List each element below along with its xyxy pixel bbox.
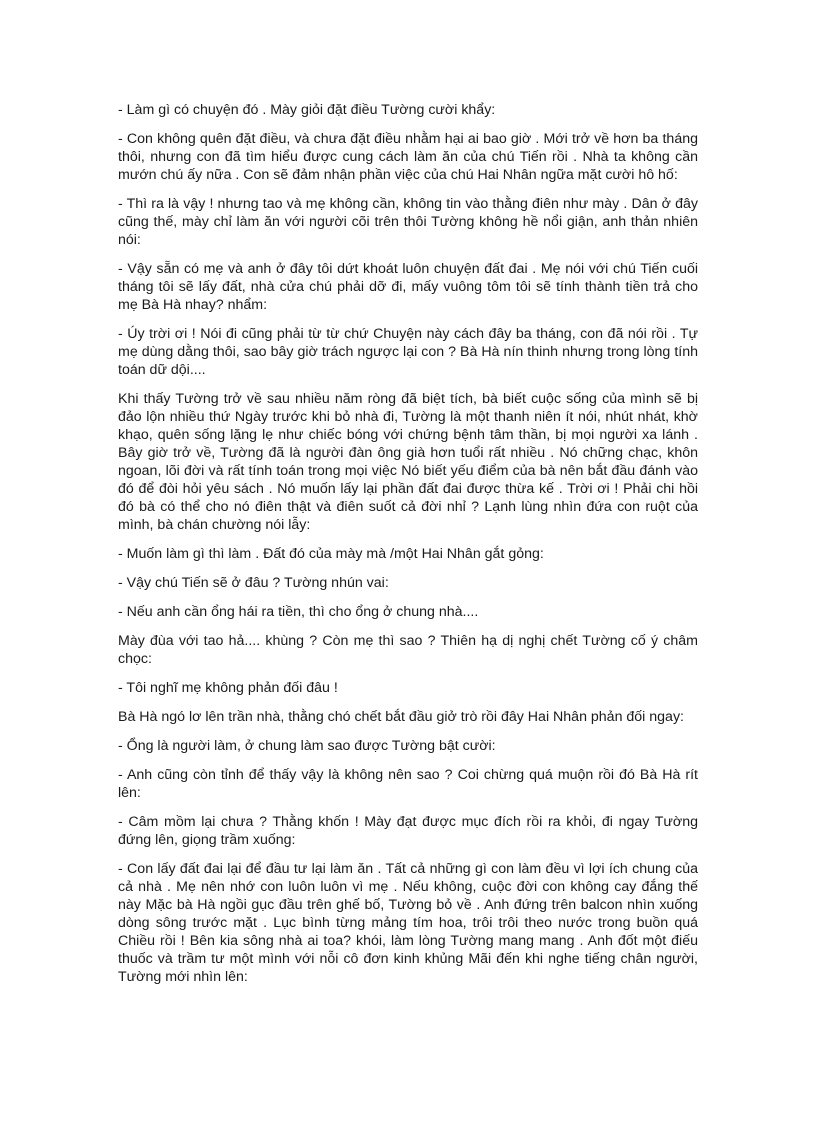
paragraph: Bà Hà ngó lơ lên trần nhà, thằng chó chết bắt đầu giở trò rồi đây Hai Nhân phản đối ngay: [118,709,684,725]
paragraph: - Ổng là người làm, ở chung làm sao được Tường bật cười: [118,738,496,754]
paragraph: - Vậy chú Tiến sẽ ở đâu ? Tường nhún vai: [118,575,389,591]
paragraph: - Con lấy đất đai lại để đầu tư lại làm ăn . Tất cả những gì con làm đều vì lợi ích chung của cả nhà . Mẹ nên nhớ con luôn luôn vì mẹ . Nếu không, cuộc đời con không cay đắng thế này Mặc bà Hà ngồi gục đầu trên ghế bố, Tường bỏ về . Anh đứng trên balcon nhìn xuống dòng sông trước mặt . Lục bình từng mảng tím hoa, trôi trôi theo nước trong buồn quá Chiều rồi ! Bên kia sông nhà ai toa? khói, làm lòng Tường mang mang . Anh đốt một điếu thuốc và trầm tư một mình với nỗi cô đơn kinh khủng Mãi đến khi nghe tiếng chân người, Tường mới nhìn lên: [118,861,698,985]
paragraph: - Con không quên đặt điều, và chưa đặt điều nhằm hại ai bao giờ . Mới trở về hơn ba tháng thôi, nhưng con đã tìm hiểu được cung cách làm ăn của chú Tiến rồi . Nhà ta không cần mướn chú ấy nữa . Con sẽ đảm nhận phần việc của chú Hai Nhân ngữa mặt cười hô hố: [118,131,698,183]
paragraph: - Úy trời ơi ! Nói đi cũng phải từ từ chứ Chuyện này cách đây ba tháng, con đã nói rồi . Tự mẹ dùng dằng thôi, sao bây giờ trách ngược lại con ? Bà Hà nín thinh nhưng trong lòng tính toán dữ dội.... [118,326,698,378]
paragraph: - Vậy sẵn có mẹ và anh ở đây tôi dứt khoát luôn chuyện đất đai . Mẹ nói với chú Tiến cuối tháng tôi sẽ lấy đất, nhà cửa chú phải dỡ đi, mấy vuông tôm tôi sẽ tính thành tiền trả cho mẹ Bà Hà nhay? nhẩm: [118,261,698,313]
paragraph: Mày đùa với tao hả.... khùng ? Còn mẹ thì sao ? Thiên hạ dị nghị chết Tường cố ý châm chọc: [118,633,698,667]
paragraph: - Thì ra là vậy ! nhưng tao và mẹ không cần, không tin vào thằng điên như mày . Dân ở đây cũng thế, mày chỉ làm ăn với người cõi trên thôi Tường không hề nổi giận, anh thản nhiên nói: [118,196,698,248]
paragraph: Khi thấy Tường trở về sau nhiều năm ròng đã biệt tích, bà biết cuộc sống của mình sẽ bị đảo lộn nhiều thứ Ngày trước khi bỏ nhà đi, Tường là một thanh niên ít nói, nhút nhát, khờ khạo, quên sống lặng lẹ như chiếc bóng với chứng bệnh tâm thần, bị mọi người xa lánh . Bây giờ trở về, Tường đã là người đàn ông già hơn tuổi rất nhiều . Nó chững chạc, khôn ngoan, lõi đời và rất tính toán trong mọi việc Nó biết yếu điểm của bà nên bắt đầu đánh vào đó để đòi hỏi yêu sách . Nó muốn lấy lại phần đất đai được thừa kế . Trời ơi ! Phải chi hồi đó bà có thể cho nó điên thật và điên suốt cả đời nhỉ ? Lạnh lùng nhìn đứa con ruột của mình, bà chán chường nói lẫy: [118,391,698,533]
paragraph: - Làm gì có chuyện đó . Mày giỏi đặt điều Tường cười khẩy: [118,102,496,118]
paragraph: - Anh cũng còn tỉnh để thấy vậy là không nên sao ? Coi chừng quá muộn rồi đó Bà Hà rít lên: [118,767,698,801]
document-page [118,101,698,997]
paragraph: - Nếu anh cần ổng hái ra tiền, thì cho ổng ở chung nhà.... [118,604,479,620]
paragraph: - Câm mồm lại chưa ? Thằng khốn ! Mày đạt được mục đích rồi ra khỏi, đi ngay Tường đứng lên, giọng trầm xuống: [118,814,698,848]
paragraph: - Tôi nghĩ mẹ không phản đối đâu ! [118,680,338,696]
paragraph: - Muốn làm gì thì làm . Đất đó của mày mà /một Hai Nhân gắt gỏng: [118,546,544,562]
